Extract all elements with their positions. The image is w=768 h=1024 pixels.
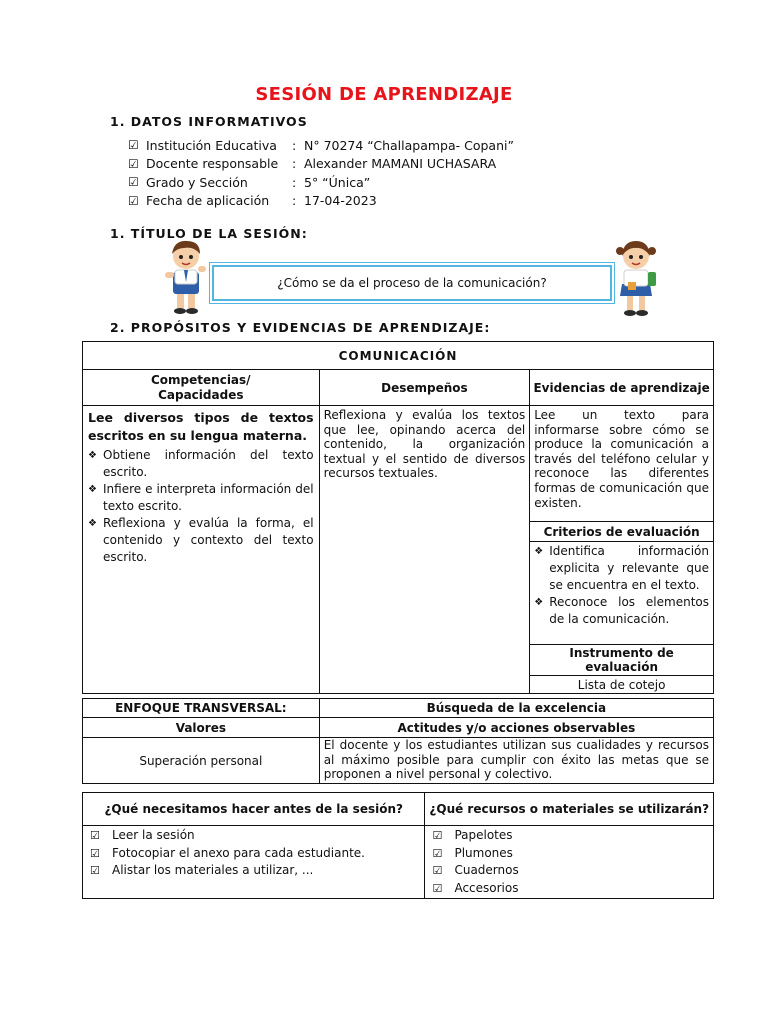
checkbox-checked-icon: ☑ [128,156,139,171]
session-title-box: ¿Cómo se da el proceso de la comunicación? [212,265,612,301]
section-heading-propositos: 2. PROPÓSITOS Y EVIDENCIAS DE APRENDIZAJE: [110,320,491,335]
datos-row [128,155,514,174]
evidencias-header: Evidencias de aprendizaje [530,370,714,406]
capacidad-item: ❖ Infiere e interpreta información del texto escrito. [88,481,314,515]
recursos-list [428,827,710,897]
checkbox-checked-icon: ☑ [128,193,139,208]
competencias-header [83,370,320,406]
competencias-table [82,341,714,694]
datos-value: 17-04-2023 [304,193,377,209]
checkbox-checked-icon: ☑ [432,864,443,877]
criterio-item: ❖ Reconoce los elementos de la comunicación. [534,594,709,628]
colon-separator: : [292,156,297,172]
section-heading-titulo: 1. TÍTULO DE LA SESIÓN: [110,226,308,241]
datos-value: 5° “Única” [304,174,371,190]
instrumento-value: Lista de cotejo [530,676,714,694]
enfoque-label: ENFOQUE TRANSVERSAL: [83,699,320,718]
desempeno-cell: Reflexiona y evalúa los textos que lee, opinando acerca del contenido, la organización textual y el sentido de diversos recursos textuales. [319,406,530,694]
enfoque-table [82,698,714,784]
colon-separator: : [292,193,297,209]
antes-item: ☑ Alistar los materiales a utilizar, ... [90,862,421,880]
section-heading-datos: 1. DATOS INFORMATIVOS [110,114,308,129]
datos-row [128,192,514,211]
datos-value: N° 70274 “Challapampa- Copani” [304,137,514,153]
criterio-item: ❖ Identifica información explicita y relevante que se encuentra en el texto. [534,543,709,594]
recursos-cell [425,826,714,899]
datos-informativos [128,136,514,210]
recurso-item: ☑ Accesorios [432,880,710,898]
colon-separator: : [292,137,297,153]
valor-cell: Superación personal [83,738,320,784]
colon-separator: : [292,174,297,190]
actitudes-header: Actitudes y/o acciones observables [319,718,713,738]
checkbox-checked-icon: ☑ [128,175,139,190]
checkbox-checked-icon: ☑ [128,138,139,153]
evidencia-cell: Lee un texto para informarse sobre cómo se produce la comunicación a través del teléfono celular y reconoce las diferentes formas de comunicación que existen. [530,406,714,522]
checkbox-checked-icon: ☑ [90,864,100,877]
antes-header: ¿Qué necesitamos hacer antes de la sesión? [83,793,425,826]
datos-row [128,173,514,192]
area-header: COMUNICACIÓN [83,342,714,370]
antes-cell [83,826,425,899]
datos-label: Fecha de aplicación [146,193,270,209]
enfoque-value: Búsqueda de la excelencia [319,699,713,718]
recurso-item: ☑ Cuadernos [432,862,710,880]
competencias-header-line1: Competencias/ [151,372,251,387]
datos-value: Alexander MAMANI UCHASARA [304,156,497,172]
checkbox-checked-icon: ☑ [432,829,443,842]
datos-label: Institución Educativa [146,137,277,153]
competencias-header-line2: Capacidades [158,387,244,402]
valores-header: Valores [83,718,320,738]
capacidad-item: ❖ Reflexiona y evalúa la forma, el contenido y contexto del texto escrito. [88,515,314,566]
competencias-cell [83,406,320,694]
checkbox-checked-icon: ☑ [432,846,443,860]
instrumento-header: Instrumento de evaluación [530,645,714,676]
page-title: SESIÓN DE APRENDIZAJE [255,84,513,105]
criterios-header: Criterios de evaluación [530,522,714,542]
capacidades-list [88,447,314,566]
capacidad-item: ❖ Obtiene información del texto escrito. [88,447,314,481]
competencia-text: Lee diversos tipos de textos escritos en su lengua materna. [88,410,314,443]
recurso-item: ☑ Papelotes [432,827,710,845]
antes-item: ☑ Fotocopiar el anexo para cada estudiante. [90,845,421,863]
datos-label: Docente responsable [146,156,279,172]
checkbox-checked-icon: ☑ [90,829,100,842]
checkbox-checked-icon: ☑ [432,881,443,895]
criterios-list [534,543,709,628]
antes-list [86,827,421,880]
recursos-header: ¿Qué recursos o materiales se utilizarán? [425,793,714,826]
desempenos-header: Desempeños [319,370,530,406]
checkbox-checked-icon: ☑ [90,846,100,860]
actitud-cell: El docente y los estudiantes utilizan sus cualidades y recursos al máximo posible para cumplir con éxito las metas que se proponen a nivel personal y colectivo. [319,738,713,784]
boy-illustration [160,236,212,316]
preparacion-table [82,792,714,899]
datos-label: Grado y Sección [146,174,248,190]
recurso-item: ☑ Plumones [432,845,710,863]
antes-item: ☑ Leer la sesión [90,827,421,845]
criterios-cell [530,542,714,645]
girl-illustration [612,236,660,318]
datos-row [128,136,514,155]
